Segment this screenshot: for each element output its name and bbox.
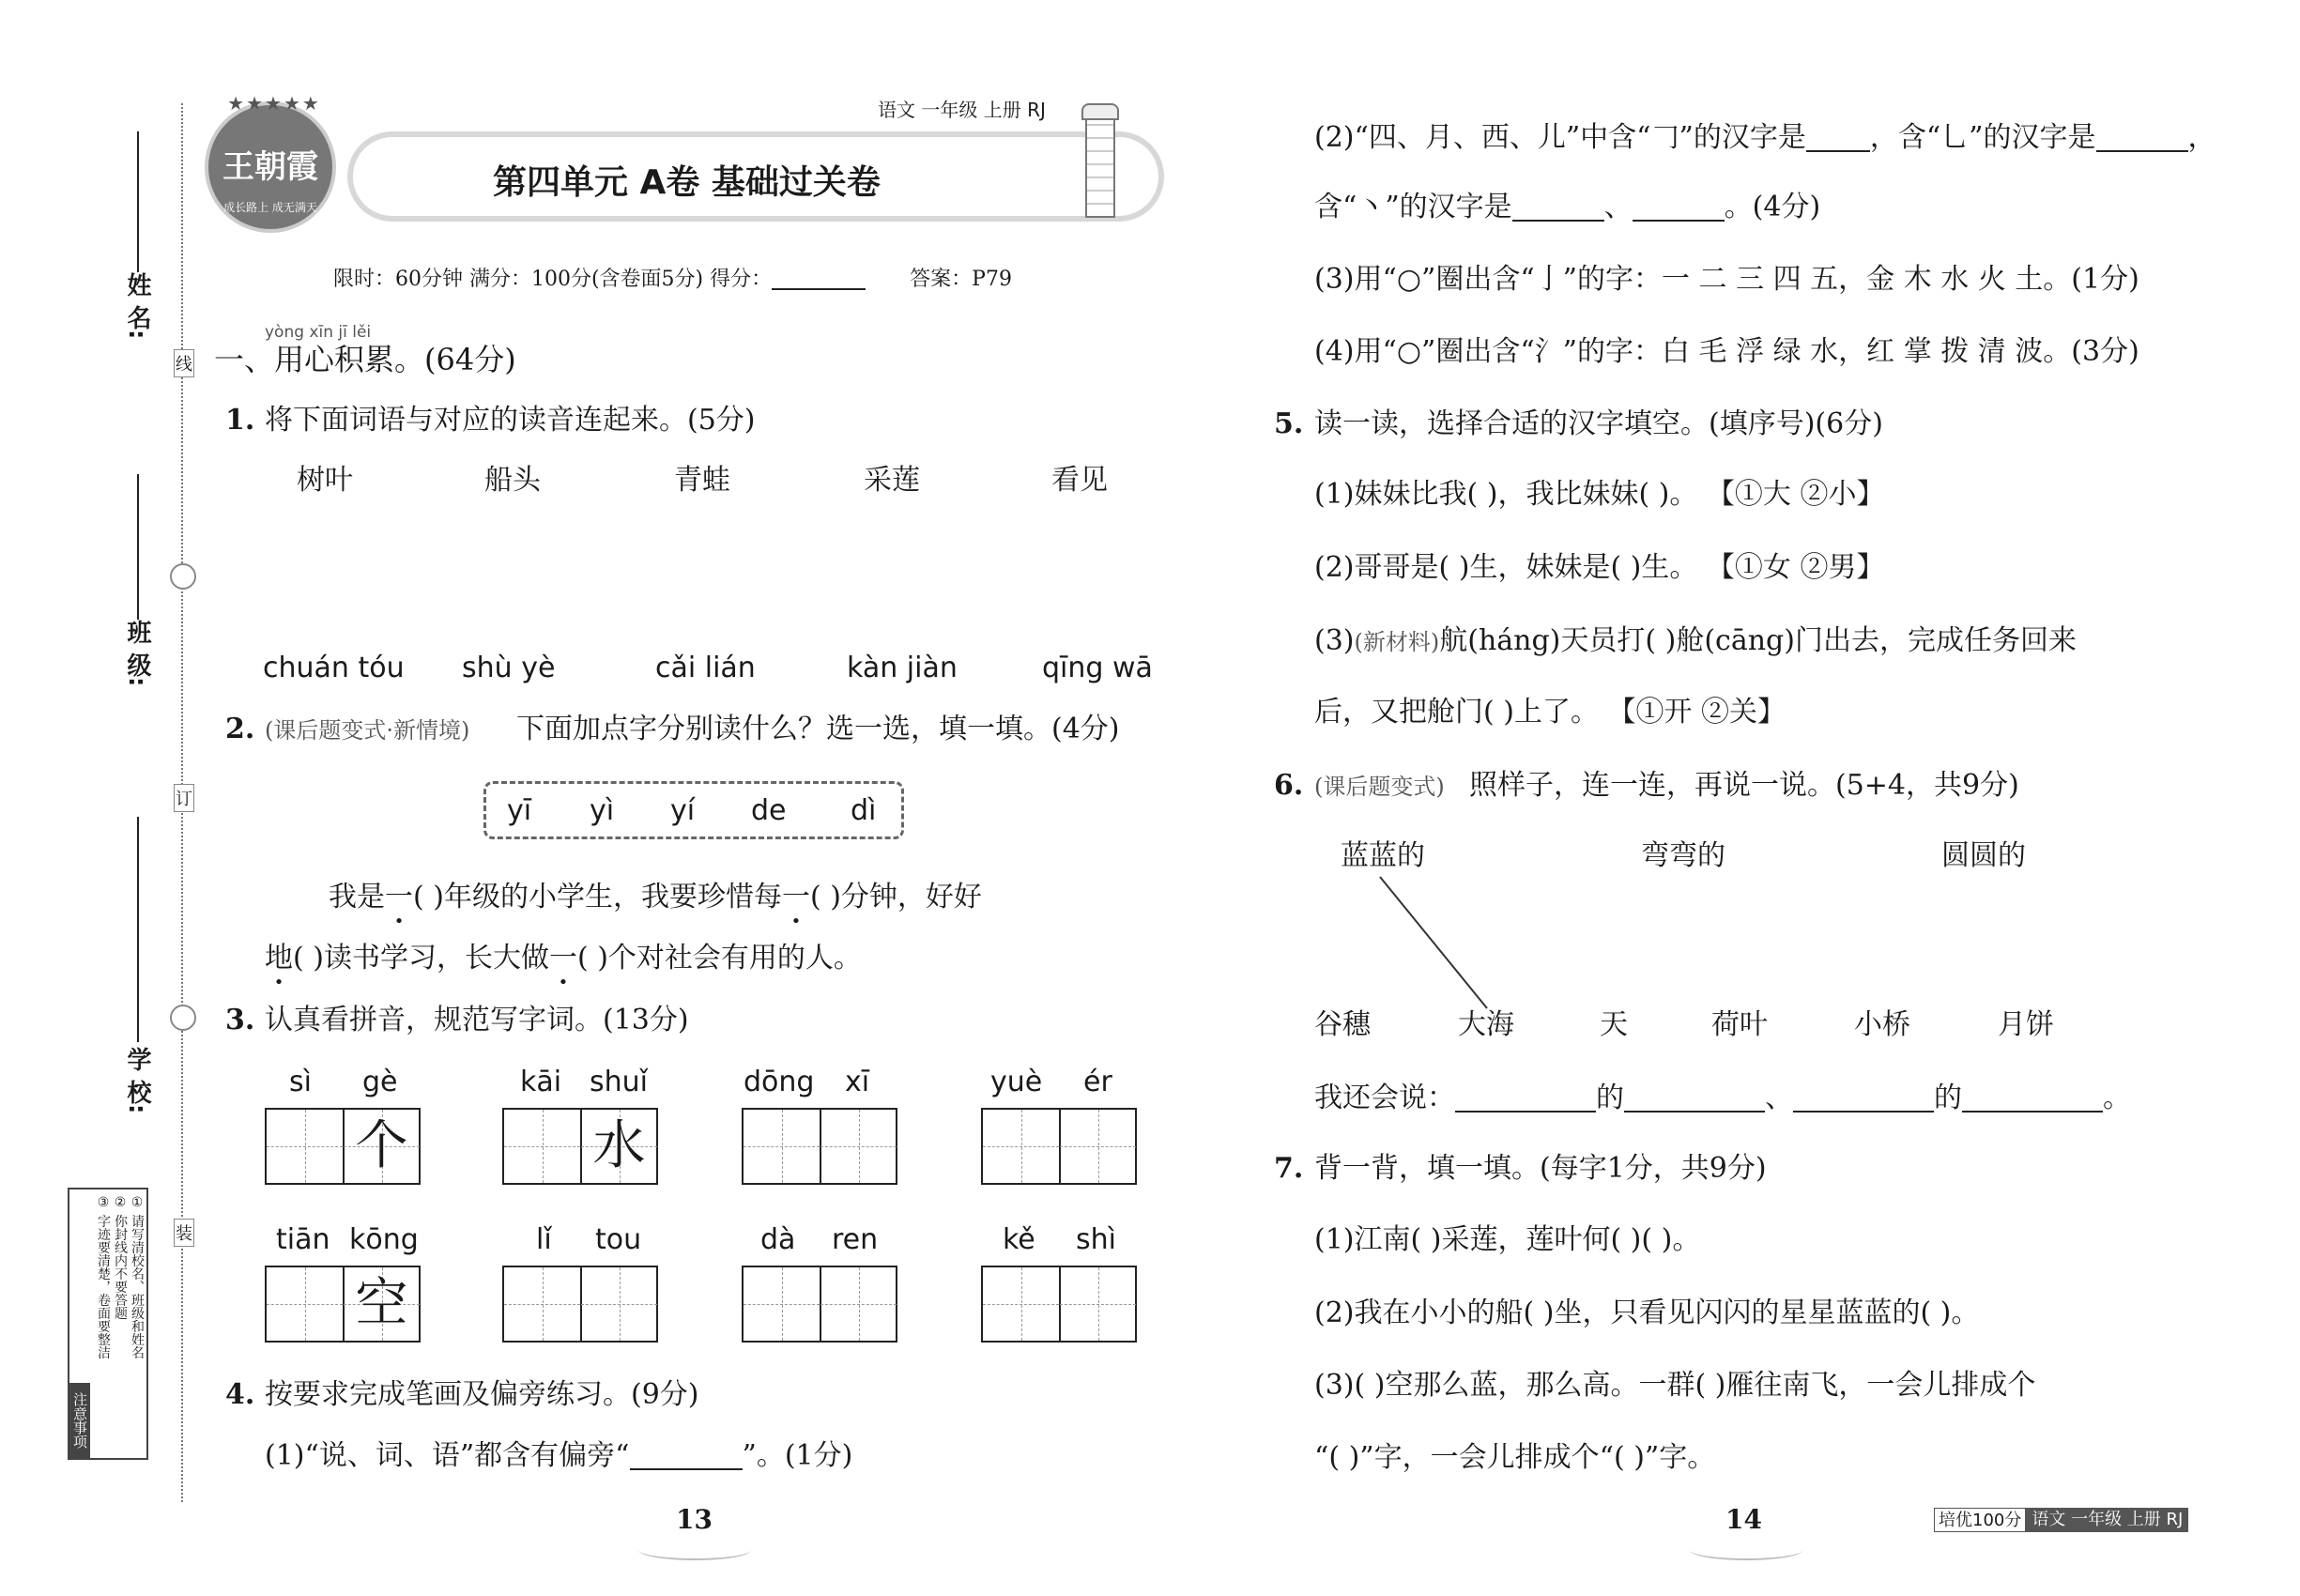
q1-text: 将下面词语与对应的读音连起来。(5分) — [265, 404, 756, 437]
q2-option: dì — [851, 794, 877, 827]
q1-word: 船头 — [484, 464, 541, 497]
notice-item-3: ③ 字迹要清楚，卷面要整洁 — [96, 1195, 111, 1359]
logo-slogan: 成长路上 成无满天 — [223, 201, 317, 214]
name-field[interactable] — [137, 131, 139, 272]
footer-badge — [1934, 1508, 2188, 1532]
q1-pinyin: shù yè — [462, 652, 556, 684]
writing-grid[interactable] — [742, 1266, 897, 1343]
exam-info-text: 限时：60分钟 满分：100分(含卷面5分) 得分： — [333, 268, 773, 291]
answer-blank[interactable] — [1806, 128, 1870, 152]
dotted-char: 地 — [265, 942, 293, 974]
q3-text: 认真看拼音，规范写字词。(13分) — [265, 1004, 689, 1036]
writing-grid[interactable] — [742, 1108, 897, 1185]
name-label: 姓 名: — [123, 272, 151, 340]
q2-option: yì — [590, 794, 615, 827]
q5-text: 读一读，选择合适的汉字填空。(填序号)(6分) — [1314, 407, 1883, 440]
dotted-char: 一 — [548, 942, 577, 974]
answer-blank[interactable] — [2096, 128, 2188, 152]
q6-bottom-word: 大海 — [1458, 1008, 1514, 1041]
writing-grid[interactable] — [981, 1108, 1137, 1185]
writing-grid[interactable] — [265, 1266, 421, 1343]
q6-bottom-word: 月饼 — [1998, 1008, 2054, 1041]
answer-ref: 答案：P79 — [910, 268, 1012, 291]
answer-blank[interactable] — [1512, 197, 1604, 222]
q6-bottom-word: 小桥 — [1854, 1008, 1910, 1041]
seal-char-1: 线 — [174, 349, 194, 377]
q2-option: yī — [507, 794, 532, 827]
q2-sentence-2: 地( )读书学习，长大做一( )个对社会有用的人。 — [265, 942, 862, 974]
answer-blank[interactable] — [1624, 1088, 1765, 1113]
q4-sub3: (3)用“○”圈出含“亅”的字：一 二 三 四 五，金 木 水 火 土。(1分) — [1314, 263, 2139, 296]
q3-pinyin: kě — [1003, 1223, 1035, 1256]
q3-pinyin: tiān — [276, 1223, 330, 1256]
notice-title: 注意事项 — [69, 1383, 90, 1458]
answer-blank[interactable] — [1793, 1088, 1934, 1113]
q3-pinyin: kāi — [520, 1066, 562, 1098]
grid-char: 水 — [592, 1115, 646, 1176]
dotted-char: 一 — [781, 881, 810, 913]
q6-bottom-word: 天 — [1600, 1008, 1628, 1041]
footer-badge-label: 培优100分 — [1934, 1508, 2026, 1532]
q7-text: 背一背，填一填。(每字1分，共9分) — [1314, 1152, 1767, 1185]
q3-pinyin: yuè — [990, 1066, 1043, 1098]
q3-pinyin: kōng — [349, 1223, 419, 1256]
q3-pinyin: shì — [1076, 1223, 1116, 1256]
q7-number: 7. — [1274, 1152, 1304, 1185]
q3-pinyin: gè — [362, 1066, 398, 1098]
header-meta: 语文 一年级 上册 RJ — [878, 99, 1046, 121]
q1-pinyin: cǎi lián — [655, 652, 756, 684]
example-connector-line — [1371, 873, 1493, 1014]
q1-pinyin: kàn jiàn — [847, 652, 958, 684]
footer-meta: 语文 一年级 上册 RJ — [2026, 1508, 2188, 1532]
school-label: 学 校: — [123, 1047, 151, 1114]
writing-grid[interactable] — [502, 1266, 658, 1343]
q4-sub2-line2: 含“丶”的汉字是 、 。(4分) — [1314, 191, 1821, 223]
q6-top-word: 弯弯的 — [1641, 839, 1725, 872]
logo-name: 王朝霞 — [222, 148, 318, 186]
school-field[interactable] — [137, 817, 139, 1042]
q2-text: 下面加点字分别读什么？选一选，填一填。(4分) — [516, 713, 1120, 745]
q1-number: 1. — [225, 404, 255, 437]
notice-item-2: ② 你封线内不要答题 — [113, 1195, 128, 1320]
q3-pinyin: sì — [289, 1066, 312, 1098]
q6-top-word: 蓝蓝的 — [1341, 839, 1425, 872]
q5-tag: (新材料) — [1354, 629, 1440, 655]
q6-top-word: 圆圆的 — [1941, 839, 2026, 872]
seal-char-2: 订 — [174, 784, 194, 812]
q6-bottom-word: 荷叶 — [1711, 1008, 1768, 1041]
page-number-left: 13 — [676, 1504, 713, 1535]
q3-pinyin: tou — [595, 1223, 642, 1256]
q6-tag: (课后题变式) — [1314, 774, 1445, 800]
q2-tag: (课后题变式·新情境) — [265, 717, 470, 744]
grid-char: 空 — [355, 1273, 408, 1334]
q1-word: 树叶 — [297, 464, 353, 497]
q5-sub3-cont: 后，又把舱门( )上了。 【①开 ②关】 — [1314, 696, 1786, 729]
exam-info — [333, 266, 1012, 290]
page-number-ornament — [1690, 1540, 1802, 1560]
q5-sub3: (3)(新材料)航(háng)天员打( )舱(cāng)门出去，完成任务回来 — [1314, 624, 2077, 657]
q5-sub1: (1)妹妹比我( )，我比妹妹( )。 【①大 ②小】 — [1314, 478, 1885, 511]
section1-pinyin: yòng xīn jī lěi — [265, 323, 372, 342]
seal-circle-1 — [170, 563, 196, 590]
q4-sub2-line1: (2)“四、月、西、儿”中含“𠃌”的汉字是 ，含“乚”的汉字是 ， — [1314, 121, 2216, 154]
q3-pinyin: xī — [845, 1066, 870, 1098]
q1-word: 青蛙 — [674, 464, 730, 497]
writing-grid[interactable] — [265, 1108, 421, 1185]
class-field[interactable] — [137, 474, 139, 620]
q5-number: 5. — [1274, 407, 1304, 440]
q3-pinyin: ér — [1083, 1066, 1112, 1098]
q1-pinyin: chuán tóu — [263, 652, 405, 684]
grid-char: 个 — [355, 1115, 408, 1176]
seal-circle-2 — [170, 1005, 196, 1031]
q3-pinyin: lǐ — [536, 1223, 552, 1256]
q7-sub4: “( )”字，一会儿排成个“( )”字。 — [1314, 1441, 1716, 1474]
q2-option: yí — [670, 794, 696, 827]
q2-option: de — [751, 794, 787, 827]
seal-char-3: 装 — [174, 1219, 194, 1247]
q1-word: 看见 — [1051, 464, 1108, 497]
class-label: 班 级: — [123, 620, 151, 687]
q2-option-box — [483, 781, 904, 839]
q4-sub1: (1)“说、词、语”都含有偏旁“ ”。(1分) — [265, 1439, 853, 1472]
logo-badge — [205, 92, 336, 233]
answer-blank[interactable] — [1962, 1088, 2103, 1113]
q3-pinyin: ren — [832, 1223, 879, 1256]
lighthouse-icon — [1080, 103, 1117, 225]
q3-pinyin: shuǐ — [590, 1066, 648, 1098]
notice-item-1: ① 请写清校名、班级和姓名 — [130, 1195, 145, 1359]
page-number-right: 14 — [1725, 1504, 1762, 1535]
q7-sub1: (1)江南( )采莲，莲叶何( )( )。 — [1314, 1223, 1701, 1256]
section1-title: 一、用心积累。(64分) — [214, 342, 516, 377]
q5-sub2: (2)哥哥是( )生，妹妹是( )生。 【①女 ②男】 — [1314, 551, 1885, 584]
dotted-char: 一 — [385, 881, 413, 913]
q1-word: 采莲 — [864, 464, 920, 497]
q1-pinyin: qīng wā — [1042, 652, 1153, 684]
answer-blank[interactable] — [1633, 197, 1725, 222]
q2-number: 2. — [225, 713, 255, 745]
q7-sub3: (3)( )空那么蓝，那么高。一群( )雁往南飞，一会儿排成个 — [1314, 1369, 2036, 1402]
notice-box — [68, 1188, 148, 1460]
score-field[interactable] — [772, 266, 866, 290]
writing-grid[interactable] — [981, 1266, 1137, 1343]
q4-sub4: (4)用“○”圈出含“氵”的字：白 毛 浮 绿 水，红 掌 拨 清 波。(3分) — [1314, 335, 2139, 368]
q3-number: 3. — [225, 1004, 255, 1036]
q6-bottom-word: 谷穗 — [1314, 1008, 1371, 1041]
q6-text: 照样子，连一连，再说一说。(5+4，共9分) — [1469, 769, 2019, 802]
star-icon: ★★★★★ — [227, 92, 321, 115]
writing-grid[interactable] — [502, 1108, 658, 1185]
answer-blank[interactable] — [1455, 1088, 1596, 1113]
q3-pinyin: dōng — [744, 1066, 815, 1098]
page-number-ornament — [638, 1540, 751, 1560]
q4-text: 按要求完成笔画及偏旁练习。(9分) — [265, 1378, 699, 1411]
page-title: 第四单元 A卷 基础过关卷 — [493, 163, 881, 202]
q6-number: 6. — [1274, 769, 1304, 802]
q6-say-line: 我还会说： 的 、 的 。 — [1314, 1082, 2131, 1114]
answer-blank[interactable] — [630, 1446, 743, 1470]
q2-sentence-1: 我是一( )年级的小学生，我要珍惜每一( )分钟，好好 — [329, 881, 982, 913]
q7-sub2: (2)我在小小的船( )坐，只看见闪闪的星星蓝蓝的( )。 — [1314, 1297, 1980, 1329]
q3-pinyin: dà — [760, 1223, 796, 1256]
q4-number: 4. — [225, 1378, 255, 1411]
